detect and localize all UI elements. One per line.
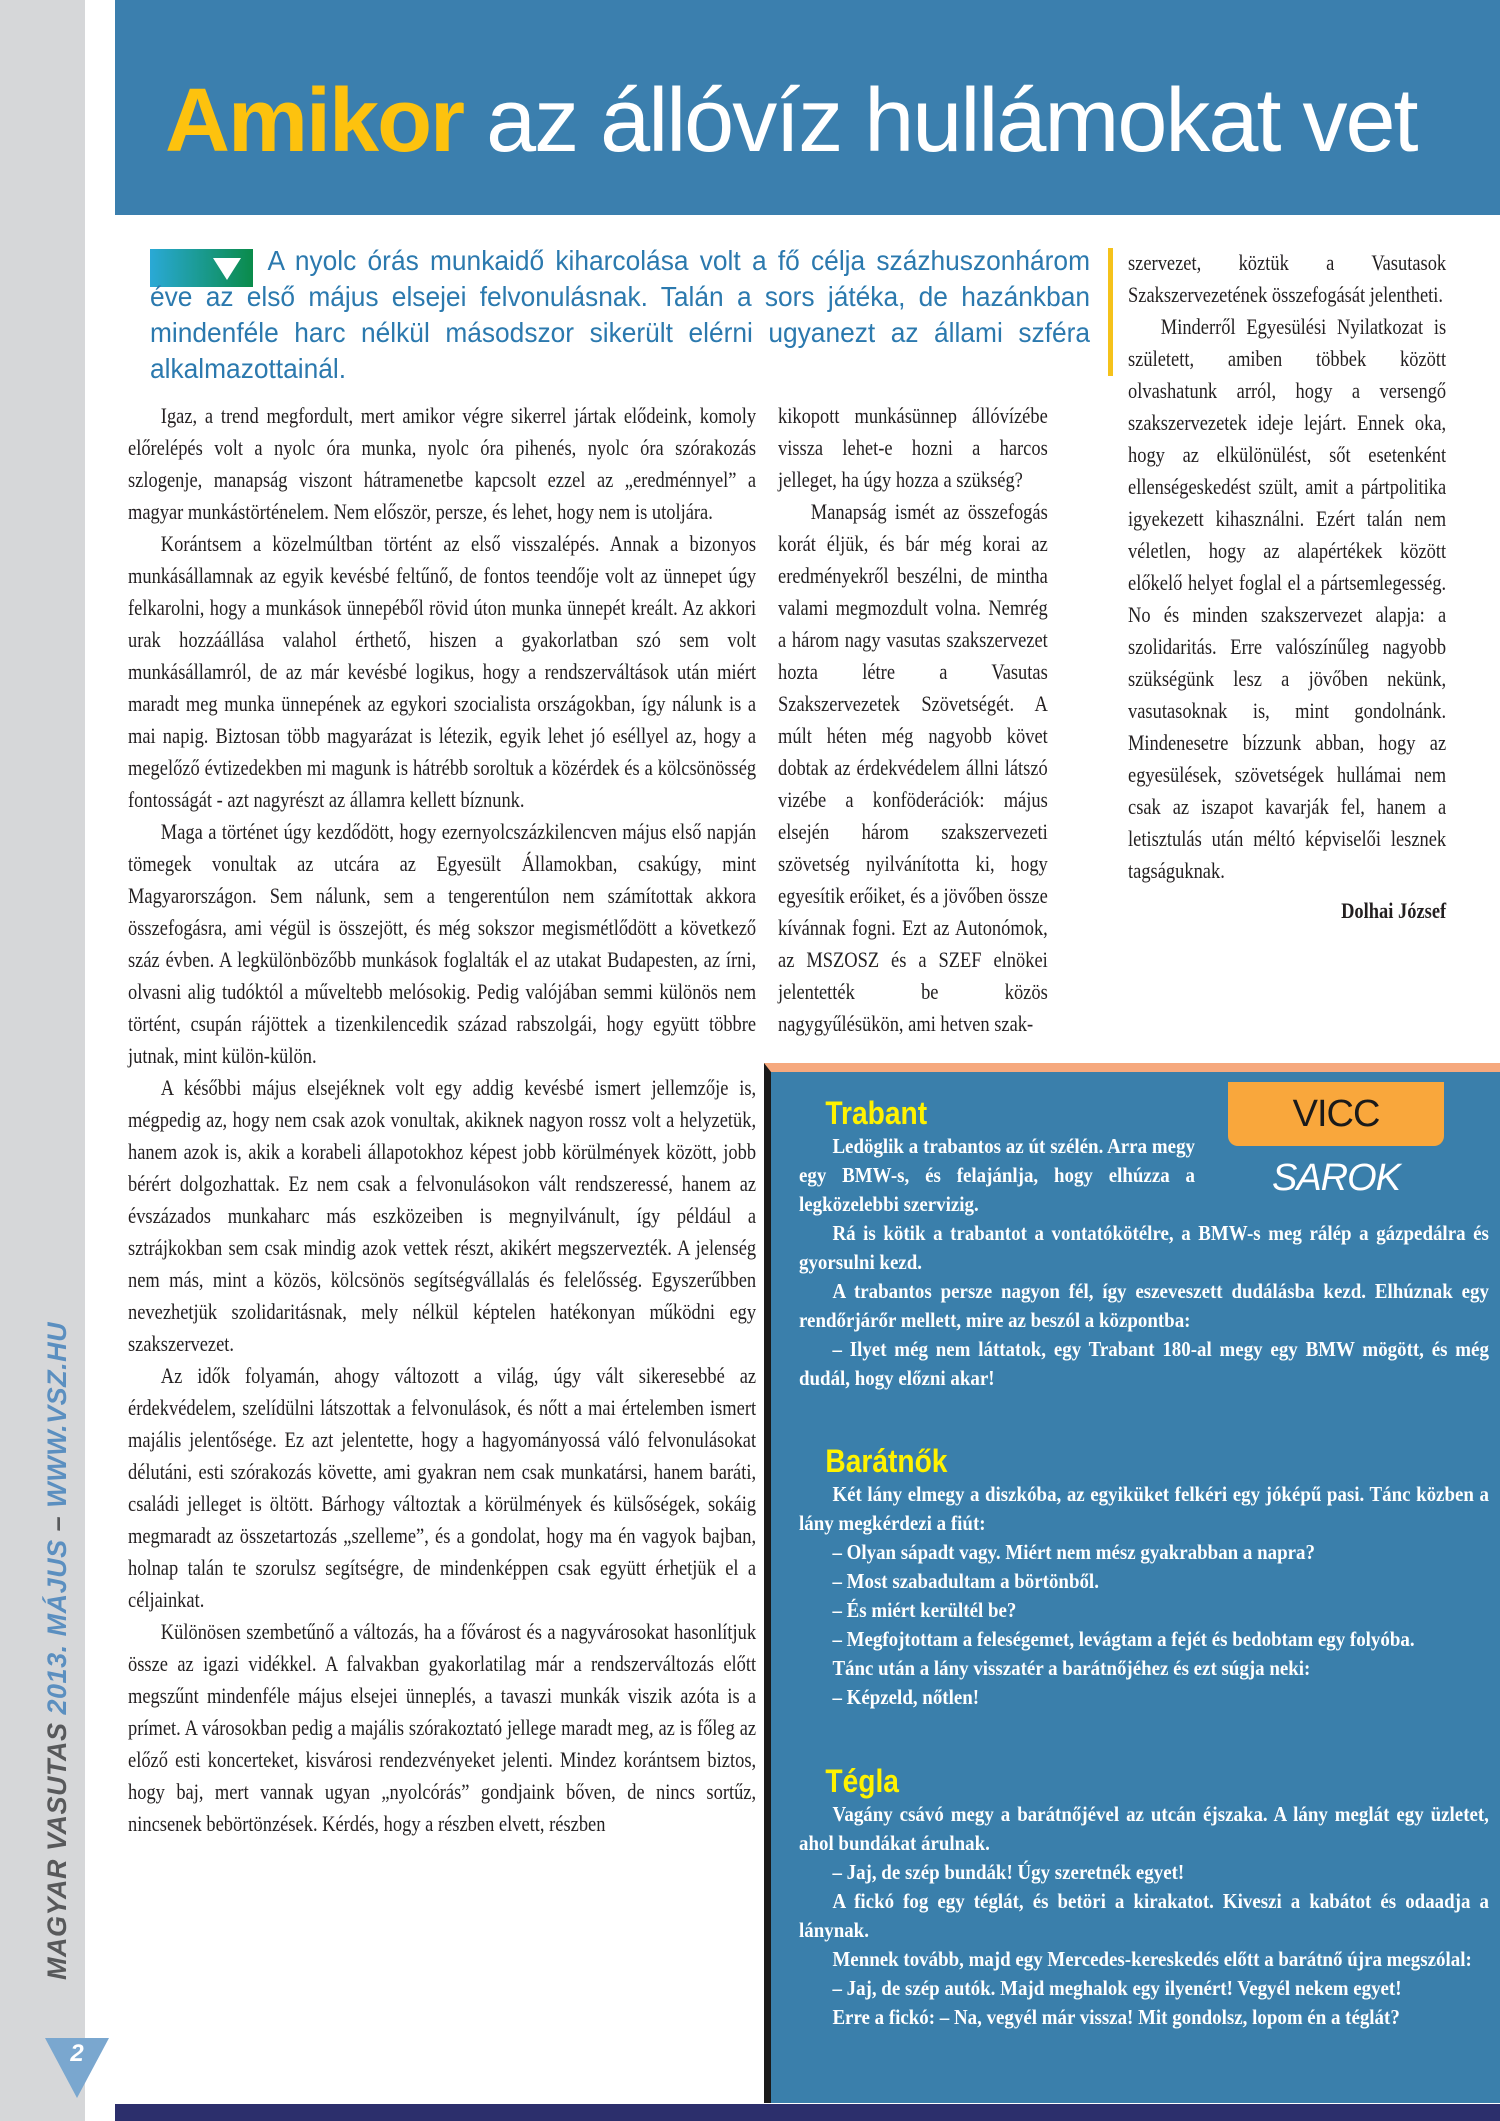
issue-date: 2013. MÁJUS — [42, 1539, 72, 1715]
accent-line — [1108, 248, 1113, 376]
badge-word-2: SAROK — [1271, 1157, 1401, 1199]
joke-baratnok — [799, 1442, 1489, 1712]
joke-title: Trabant — [825, 1095, 928, 1131]
paragraph: Manapság ismét az összefogás korát éljük, és bár még korai az eredményekről beszélni, de mintha valami megmozdult volna. Nemrég a három nagy vasutas szakszervezet hozta létre a Vasutas Szakszervezetek Szövetségét. A múlt héten még nagyobb követ dobtak az érdekvédelem állni látszó vizébe a konföderációk: május elsején három szakszervezeti szövetség nyilvánította ki, hogy egyesítik erőiket, és a jövőben össze kívánnak fogni. Ezt az Autonómok, az MSZOSZ és a SZEF elnökei jelentették be közös nagygyűlésükön, ami hetven szak- — [778, 499, 1048, 1036]
paragraph: Minderről Egyesülési Nyilatkozat is született, amiben többek között olvashatunk arról, hogy a versengő szakszervezetek ideje lejárt. Ennek oka, hogy az elkülönülést, sőt esetenként ellenségeskedést szült, amit a pártpolitika igyekezett kihasználni. Ezért talán nem véletlen, hogy az alapértékek között előkelő helyet foglal el a pártsemlegesség. No és minden szakszervezet alapja: a szolidaritás. Erre valószínűleg nagyobb szükségünk lesz a jövőben nekünk, vasutasoknak is, mint gondolnánk. Mindenesetre bízzunk abban, hogy az egyesülések, szövetségek hullámai nem csak az iszapot kavarják fel, hanem a letisztulás után méltó képviselői lesznek tagságuknak. — [1128, 314, 1447, 883]
joke-paragraph: Rá is kötik a trabantot a vontatókötélre, a BMW-s meg rálép a gázpedálra és gyorsulni kezd. — [799, 1221, 1489, 1274]
paragraph: Maga a történet úgy kezdődött, hogy ezernyolcszázkilencven május első napján tömegek vonultak az utcára az Egyesült Államokban, csakúgy, mint Magyarországon. Sem nálunk, sem a tengerentúlon nem számítottak akkora összefogásra, ami végül is összejött, és még sokszor megismétlődött a következő száz évben. A legkülönbözőbb munkások foglalták el az utakat Budapesten, az írni, olvasni alig tudóktól a műveltebb melósokig. Pedig valójában semmi különös nem történt, csupán rájöttek a tizenkilencedik század rabszolgái, hogy együtt többre jutnak, mint külön-külön. — [128, 819, 757, 1068]
paragraph: Korántsem a közelmúltban történt az első visszalépés. Annak a bizonyos munkásállamnak az egyik kevésbé feltűnő, de fontos teendője volt az ünnepet úgy felkarolni, hogy a munkások ünnepéből rövid úton munka ünnepét kreált. Az akkori urak hozzáállása valahol érthető, hiszen a gyakorlatban szó sem volt munkásállamról, de az már kevésbé logikus, hogy a rendszerváltások után miért maradt meg munka ünnepének az egykori szocialista országokban, így nálunk is a mai napig. Biztosan több magyarázat is létezik, egyik lehet jó eséllyel az, hogy a megelőző évtizedekben mi magunk is hátrébb soroltuk a közérdek és a kölcsönösség fontosságát - azt nagyrészt az államra kellett bíznunk. — [128, 531, 757, 812]
joke-paragraph: – És miért kerültél be? — [832, 1598, 1017, 1622]
lead-text: A nyolc órás munkaidő kiharcolása volt a fő célja százhuszonhárom éve az első május elsejei felvonulásnak. Talán a sors játéka, de hazánkban mindenféle harc nélkül másodszor sikerült elérni ugyanezt az állami szféra alkalmazottainál. — [150, 245, 1090, 384]
joke-trabant — [799, 1094, 1489, 1393]
publication-name: MAGYAR VASUTAS — [42, 1714, 72, 1980]
joke-paragraph: Vagány csávó megy a barátnőjével az utcán éjszaka. A lány meglát egy üzletet, ahol bundákat árulnak. — [799, 1802, 1489, 1855]
article-column-2 — [778, 400, 1048, 1040]
title-highlight: Amikor — [165, 71, 464, 171]
paragraph: kikopott munkásünnep állóvízébe vissza lehet-e hozni a harcos jelleget, ha úgy hozza a szükség? — [778, 403, 1048, 492]
joke-paragraph: – Ilyet még nem láttatok, egy Trabant 180-al megy egy BMW mögött, és még dudál, hogy előzni akar! — [799, 1337, 1489, 1390]
article-title — [165, 70, 1417, 173]
website-url: WWW.VSZ.HU — [42, 1321, 72, 1508]
running-footer — [42, 1322, 73, 1980]
paragraph: szervezet, köztük a Vasutasok Szakszervezetének összefogását jelentheti. — [1128, 250, 1447, 307]
joke-title: Barátnők — [825, 1443, 948, 1479]
joke-paragraph: Mennek tovább, majd egy Mercedes-kereskedés előtt a barátnő újra megszólal: — [832, 1947, 1472, 1971]
joke-paragraph: A trabantos persze nagyon fél, így eszeveszett dudálásba kezd. Elhúznak egy rendőrjárőr mellett, mire az beszól a központba: — [799, 1279, 1489, 1332]
title-rest: az állóvíz hullámokat vet — [463, 71, 1417, 171]
joke-paragraph: Tánc után a lány visszatér a barátnőjéhez és ezt súgja neki: — [832, 1656, 1311, 1680]
joke-paragraph: – Jaj, de szép bundák! Úgy szeretnék egyet! — [832, 1860, 1185, 1884]
joke-paragraph: – Olyan sápadt vagy. Miért nem mész gyakrabban a napra? — [832, 1540, 1315, 1564]
joke-paragraph: – Jaj, de szép autók. Majd meghalok egy ilyenért! Vegyél nekem egyet! — [832, 1976, 1402, 2000]
author-signature: Dolhai József — [1341, 898, 1447, 923]
badge-word-1: VICC — [1292, 1093, 1380, 1135]
joke-paragraph: – Képzeld, nőtlen! — [832, 1685, 980, 1709]
joke-corner — [764, 1063, 1500, 2103]
joke-paragraph: Két lány elmegy a diszkóba, az egyiküket felkéri egy jóképű pasi. Tánc közben a lány megkérdezi a fiút: — [799, 1482, 1489, 1535]
joke-title: Tégla — [825, 1763, 899, 1799]
bottom-band — [115, 2104, 1500, 2121]
joke-paragraph: Ledöglik a trabantos az út szélén. Arra megy egy BMW-s, és felajánlja, hogy elhúzza a legközelebbi szervizig. — [799, 1134, 1195, 1216]
paragraph: Az idők folyamán, ahogy változott a világ, úgy vált sikeresebbé az érdekvédelem, szelídülni látszottak a felvonulások, és nőtt a mai értelemben ismert majális jelentősége. Ez azt jelentette, hogy a hagyományossá váló felvonulásokat délutáni, esti szórakozás követte, ami gyakran nem csak munkatársi, hanem baráti, családi jelleget is öltött. Bárhogy változtak a körülmények és külsőségek, sokáig megmaradt az összetartozás „szelleme”, és a gondolat, hogy ma én vagyok bajban, holnap talán te szorulsz segítségre, de mindenképpen csak együtt érhetjük el a céljainkat. — [128, 1363, 757, 1612]
joke-paragraph: – Most szabadultam a börtönből. — [832, 1569, 1099, 1593]
joke-paragraph: Erre a fickó: – Na, vegyél már vissza! Mit gondolsz, lopom én a téglát? — [832, 2005, 1400, 2029]
article-lead — [150, 243, 1090, 387]
separator: – — [42, 1507, 72, 1540]
joke-paragraph: – Megfojtottam a feleségemet, levágtam a fejét és bedobtam egy folyóba. — [832, 1627, 1415, 1651]
joke-paragraph: A fickó fog egy téglát, és betöri a kirakatot. Kiveszi a kabátot és odaadja a lánynak. — [799, 1889, 1489, 1942]
page-number: 2 — [70, 2040, 84, 2067]
paragraph: A későbbi május elsejéknek volt egy addig kevésbé ismert jellemzője is, mégpedig az, hogy nem csak azok vonultak, akiknek nagyon rossz volt a helyzetük, hanem azok is, akik a korabeli állapotokhoz képest jobb körülmények között, jobb bérért dolgozhattak. Ez nem csak a felvonulásokon vált rendszeressé, hanem az évszázados munkaharc más eszközeiben is megnyilvánult, így például a sztrájkokban sem csak mindig azok vettek részt, akikért megszervezték. A jelenség nem más, mint a közös, kölcsönös segítségvállalás és felelősség. Egyszerűbben nevezhetjük szolidaritásnak, mely nélkül képtelen hatékonyan működni egy szakszervezet. — [128, 1075, 757, 1356]
paragraph: Igaz, a trend megfordult, mert amikor végre sikerrel jártak elődeink, komoly előrelépés volt a nyolc óra munka, nyolc óra pihenés, nyolc óra szórakozás szlogenje, manapság viszont hátramenetbe kapcsolt ezzel az „eredménnyel” a magyar munkástörténelem. Nem először, persze, és lehet, hogy nem is utoljára. — [128, 403, 757, 524]
joke-tegla — [799, 1762, 1489, 2032]
paragraph: Különösen szembetűnő a változás, ha a fővárost és a nagyvárosokat hasonlítjuk össze az igazi vidékkel. A falvakban gyakorlatilag már a rendszerváltozás előtt megszűnt mindenféle május elsejei ünneplés, a tavaszi munkák viszik azóta is a prímet. A városokban pedig a majális szórakoztató jellege maradt meg, az is főleg az előző esti koncerteket, kisvárosi rendezvényeket jelenti. Mindez korántsem biztos, hogy baj, mert vannak ugyan „nyolcórás” gondjaink bőven, de nincs sortűz, nincsenek bebörtönzések. Kérdés, hogy a részben elvett, részben — [128, 1619, 757, 1836]
article-column-3 — [1128, 247, 1446, 927]
article-column-1 — [128, 400, 756, 1840]
article-header — [115, 0, 1500, 215]
